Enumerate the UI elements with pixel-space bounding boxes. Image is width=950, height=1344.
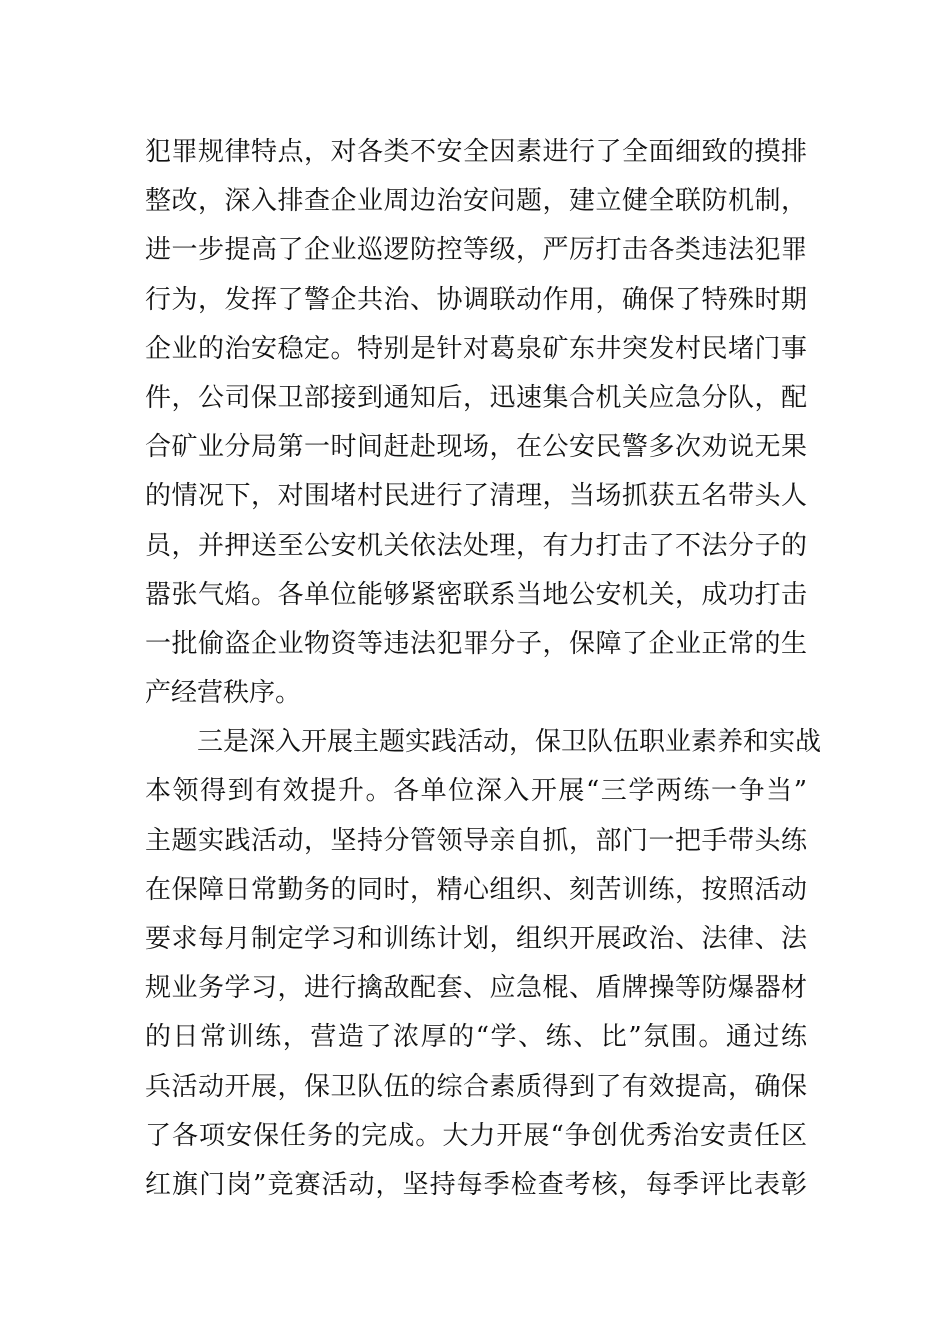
text-line: 进一步提高了企业巡逻防控等级，严厉打击各类违法犯罪: [145, 235, 807, 266]
text-line: 主题实践活动，坚持分管领导亲自抓，部门一把手带头练: [145, 825, 807, 856]
text-line: 的情况下，对围堵村民进行了清理，当场抓获五名带头人: [145, 481, 807, 512]
text-line: 嚣张气焰。各单位能够紧密联系当地公安机关，成功打击: [145, 579, 807, 610]
text-line: 产经营秩序。: [145, 678, 302, 709]
text-line: 犯罪规律特点，对各类不安全因素进行了全面细致的摸排: [145, 137, 807, 167]
text-line: 要求每月制定学习和训练计划，组织开展政治、法律、法: [145, 924, 807, 954]
text-line: 件，公司保卫部接到通知后，迅速集合机关应急分队，配: [145, 382, 807, 413]
body-text: [145, 128, 822, 1210]
text-line: 的日常训练，营造了浓厚的“学、练、比”氛围。通过练: [145, 1022, 807, 1053]
text-line: 本领得到有效提升。各单位深入开展“三学两练一争当”: [145, 776, 807, 807]
text-line: 合矿业分局第一时间赶赴现场，在公安民警多次劝说无果: [145, 432, 807, 463]
text-line: 一批偷盗企业物资等违法犯罪分子，保障了企业正常的生: [145, 628, 807, 659]
text-line: 企业的治安稳定。特别是针对葛泉矿东井突发村民堵门事: [145, 333, 807, 364]
paragraph-2: [145, 718, 822, 1210]
text-line: 规业务学习，进行擒敌配套、应急棍、盾牌操等防爆器材: [145, 973, 807, 1004]
text-line: 兵活动开展，保卫队伍的综合素质得到了有效提高，确保: [145, 1071, 807, 1102]
text-line: 了各项安保任务的完成。大力开展“争创优秀治安责任区: [145, 1120, 807, 1151]
text-line: 行为，发挥了警企共治、协调联动作用，确保了特殊时期: [145, 284, 807, 315]
text-line: 红旗门岗”竞赛活动，坚持每季检查考核，每季评比表彰: [145, 1169, 807, 1200]
text-line: 三是深入开展主题实践活动，保卫队伍职业素养和实战: [197, 727, 822, 758]
paragraph-1: [145, 128, 807, 718]
text-line: 员，并押送至公安机关依法处理，有力打击了不法分子的: [145, 530, 807, 561]
text-line: 整改，深入排查企业周边治安问题，建立健全联防机制，: [145, 186, 807, 217]
text-line: 在保障日常勤务的同时，精心组织、刻苦训练，按照活动: [145, 874, 807, 905]
